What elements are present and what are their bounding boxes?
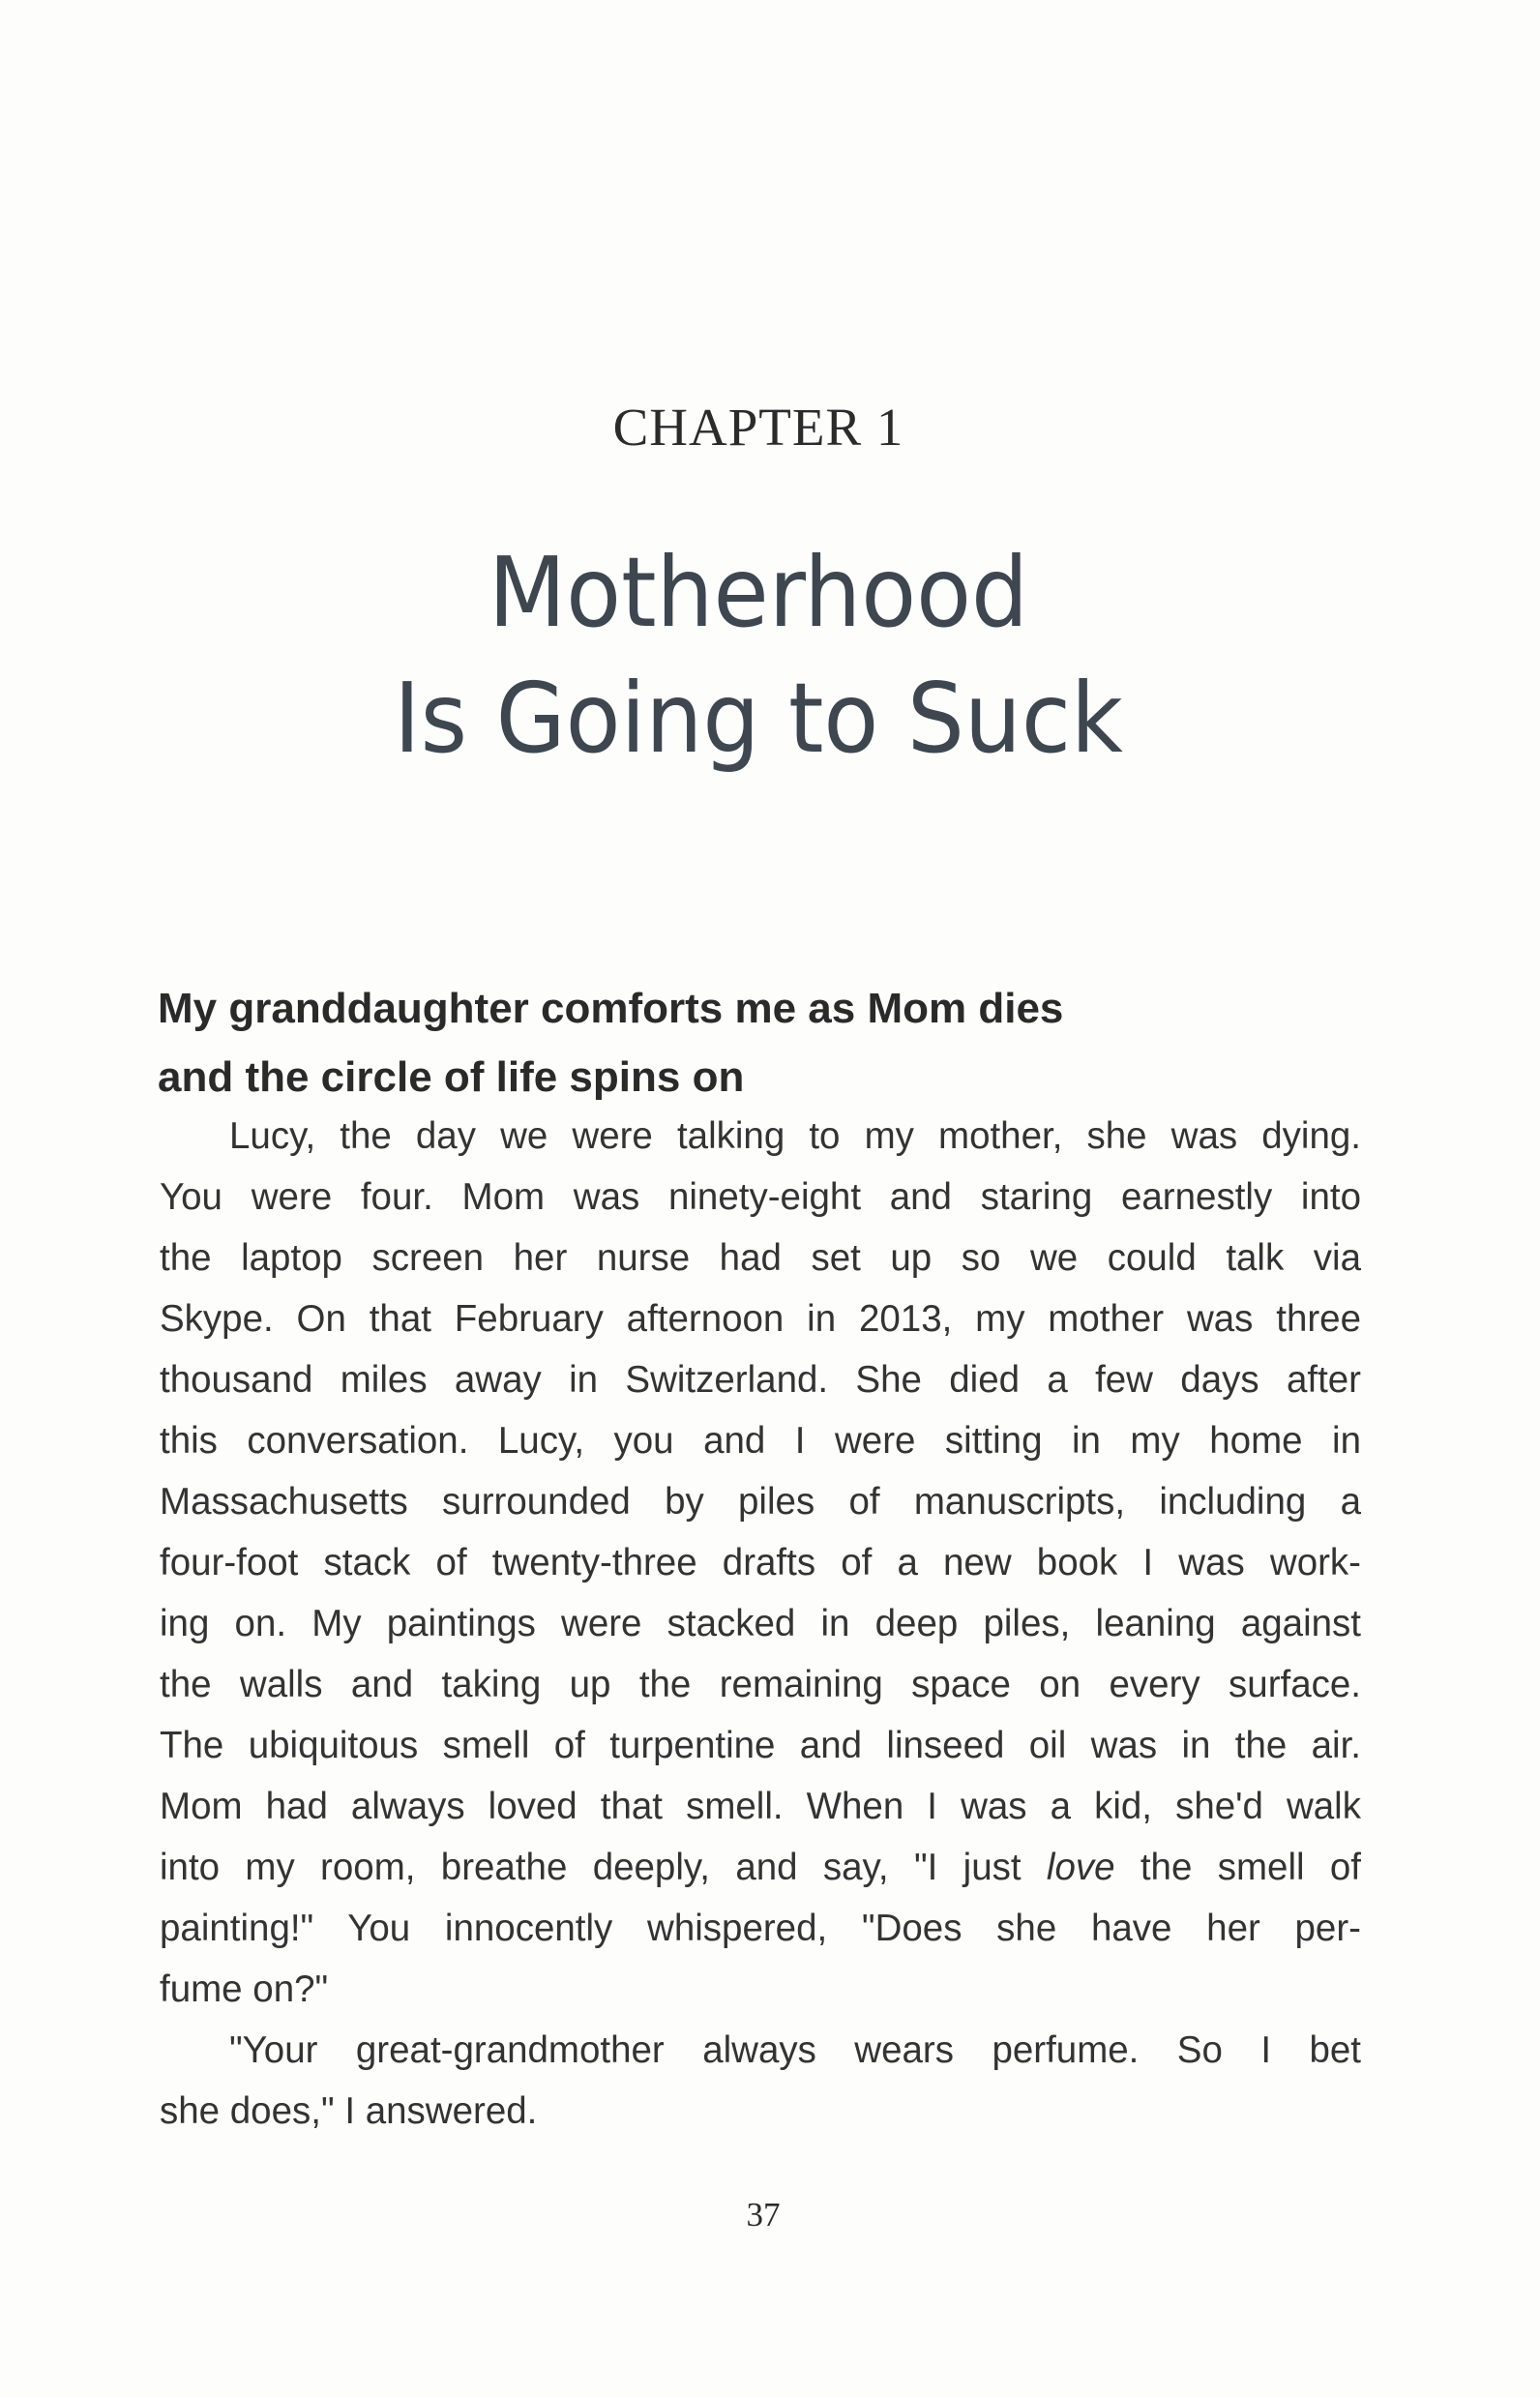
text-line: The ubiquitous smell of turpentine and linseed oil was in the air. — [160, 1725, 1361, 1766]
text-line: ing on. My paintings were stacked in deep piles, leaning against — [160, 1603, 1361, 1644]
text-line: the walls and taking up the remaining space on every surface. — [160, 1664, 1361, 1705]
text-run: the smell of — [1114, 1847, 1361, 1888]
text-run: into my room, breathe deeply, and say, "I just — [160, 1847, 1047, 1888]
text-line: Massachusetts surrounded by piles of manuscripts, including a — [160, 1481, 1361, 1523]
chapter-title — [53, 530, 1464, 782]
section-heading — [158, 974, 1367, 1111]
text-line: painting!" You innocently whispered, "Does she have her per- — [160, 1908, 1361, 1949]
section-heading-line-2: and the circle of life spins on — [158, 1053, 745, 1101]
page-number: 37 — [746, 2196, 781, 2234]
text-line: this conversation. Lucy, you and I were sitting in my home in — [160, 1420, 1361, 1462]
chapter-title-line-1: Motherhood — [488, 536, 1029, 649]
text-line: You were four. Mom was ninety-eight and staring earnestly into — [160, 1176, 1361, 1218]
chapter-label: CHAPTER 1 — [612, 398, 904, 457]
text-line: four-foot stack of twenty-three drafts of a new book I was work- — [160, 1542, 1361, 1583]
paragraph-1 — [160, 1106, 1361, 2020]
text-line: Lucy, the day we were talking to my mother, she was dying. — [229, 1115, 1361, 1157]
text-line: thousand miles away in Switzerland. She died a few days after — [160, 1359, 1361, 1401]
text-line: Skype. On that February afternoon in 2013, my mother was three — [160, 1298, 1361, 1340]
text-line: fume on?" — [160, 1968, 329, 2010]
text-line: the laptop screen her nurse had set up so we could talk via — [160, 1237, 1361, 1279]
text-line: Mom had always loved that smell. When I was a kid, she'd walk — [160, 1786, 1361, 1827]
emphasis-text: love — [1046, 1847, 1115, 1888]
body-text — [160, 1106, 1361, 2142]
chapter-title-line-2: Is Going to Suck — [394, 662, 1123, 775]
text-line: "Your great-grandmother always wears perfume. So I bet — [229, 2029, 1361, 2071]
paragraph-2 — [160, 2020, 1361, 2142]
section-heading-line-1: My granddaughter comforts me as Mom dies — [158, 985, 1064, 1032]
text-line: she does," I answered. — [160, 2090, 538, 2132]
text-line — [160, 1837, 1361, 1898]
